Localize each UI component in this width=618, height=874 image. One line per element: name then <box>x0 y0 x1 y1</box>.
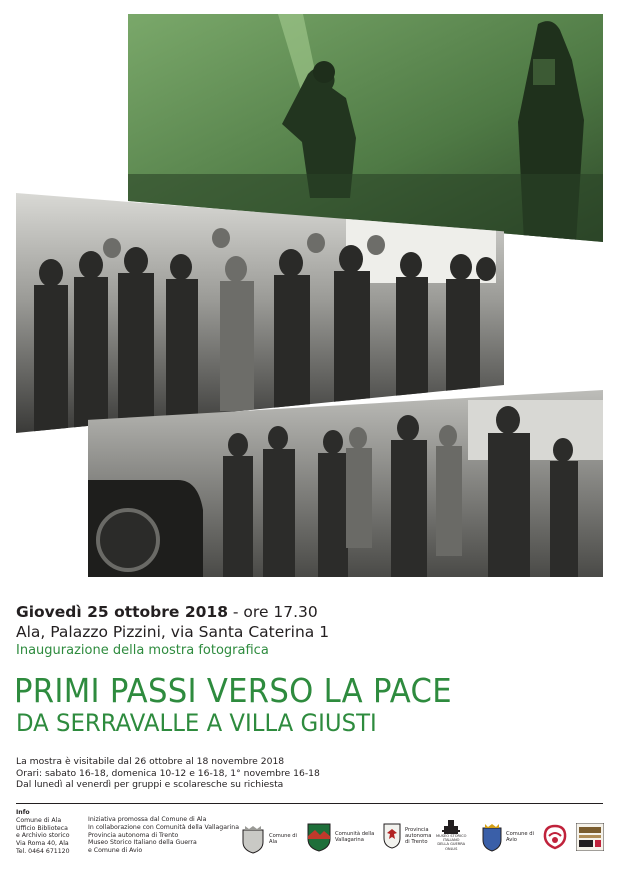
event-place: Ala, Palazzo Pizzini, via Santa Caterina 1 <box>16 623 330 641</box>
event-block <box>16 602 576 659</box>
opening-details <box>16 756 320 791</box>
logo-comune-ala <box>240 824 297 854</box>
info-line: Tel. 0464 671120 <box>16 847 70 855</box>
footer-divider <box>16 803 603 804</box>
event-date: Giovedì 25 ottobre 2018 <box>16 603 228 621</box>
logo-label: Provincia autonoma di Trento <box>405 827 432 845</box>
comune-ala-crest-icon <box>240 824 266 854</box>
logo-centenary <box>540 822 570 852</box>
centenary-logo-icon <box>540 822 570 852</box>
logo-label: Comune di Avio <box>506 831 534 843</box>
trento-eagle-icon <box>382 822 402 850</box>
photo-soldiers-car <box>88 390 603 577</box>
info-line: e Archivio storico <box>16 832 70 840</box>
event-date-line <box>16 602 576 622</box>
details-line: La mostra è visitabile dal 26 ottobre al 18 novembre 2018 <box>16 756 285 767</box>
info-line: Via Roma 40, Ala <box>16 840 69 848</box>
logo-museo-guerra <box>436 820 466 851</box>
credit-line: In collaborazione con Comunità della Vallagarina <box>88 823 239 831</box>
exhibition-badge-icon <box>576 823 604 851</box>
details-line: Orari: sabato 16-18, domenica 10-12 e 16-18, 1° novembre 16-18 <box>16 767 320 779</box>
logo-label: Comune di Ala <box>269 833 297 845</box>
event-time: - ore 17.30 <box>227 603 318 621</box>
credits <box>88 816 239 855</box>
credit-line: Iniziativa promossa dal Comune di Ala <box>88 816 207 823</box>
logo-vallagarina <box>306 822 374 852</box>
event-inauguration: Inaugurazione della mostra fotografica <box>16 643 269 658</box>
logo-comune-avio <box>481 822 534 852</box>
info-contact <box>16 809 70 856</box>
vallagarina-crest-icon <box>306 822 332 852</box>
logo-exhibition-badge <box>576 823 604 851</box>
info-line: Comune di Ala <box>16 816 62 824</box>
credit-line: e Comune di Avio <box>88 847 143 855</box>
logo-trento <box>382 822 431 850</box>
photo-officers-group <box>16 193 504 433</box>
info-label: Info <box>16 809 30 816</box>
exhibition-subtitle: DA SERRAVALLE A VILLA GIUSTI <box>16 709 377 737</box>
credit-line: Provincia autonoma di Trento <box>88 831 179 839</box>
logo-label: MUSEO STORICO ITALIANO DELLA GUERRA ONLUS <box>436 834 467 851</box>
info-line: Ufficio Biblioteca <box>16 824 68 832</box>
exhibition-title: PRIMI PASSI VERSO LA PACE <box>14 671 452 710</box>
logo-label: Comunità della Vallagarina <box>335 831 375 843</box>
comune-avio-crest-icon <box>481 822 503 852</box>
credit-line: Museo Storico Italiano della Guerra <box>88 839 197 847</box>
details-line: Dal lunedì al venerdì per gruppi e scolaresche su richiesta <box>16 779 284 790</box>
museo-guerra-icon <box>442 820 460 834</box>
